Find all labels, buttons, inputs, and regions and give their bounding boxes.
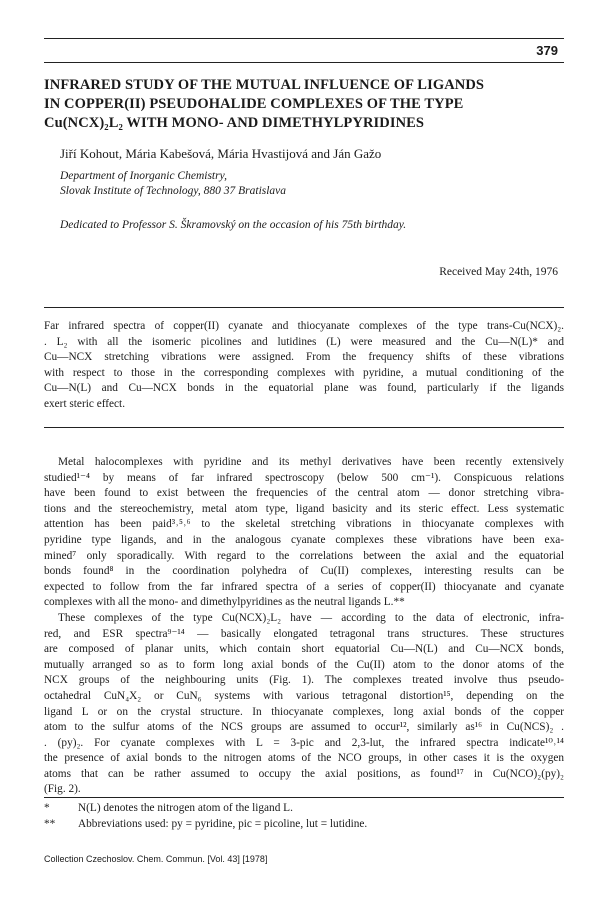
affiliation-line: Department of Inorganic Chemistry,: [60, 170, 227, 182]
abstract-bottom-rule: [44, 427, 564, 428]
body-line: atoms that can be rather assumed to occupy the axial positions, as found¹⁷ in Cu(NCO)₂(py)₂: [44, 767, 564, 780]
journal-footer: Collection Czechoslov. Chem. Commun. [Vol. 43] [1978]: [44, 854, 268, 864]
header-rule-lower: [44, 62, 564, 63]
title-line: IN COPPER(II) PSEUDOHALIDE COMPLEXES OF THE TYPE: [44, 96, 464, 112]
footnote-text: N(L) denotes the nitrogen atom of the ligand L.: [78, 802, 293, 814]
footnotes: [44, 800, 564, 832]
footnote-mark: **: [44, 818, 56, 830]
body-line: mined⁷ only sporadically. With regard to the correlations between the axial and the equatorial: [44, 549, 564, 562]
abstract: [44, 319, 564, 412]
header-rule: [44, 38, 564, 39]
body-line: mutually arranged so as to form long axial bonds of the Cu(II) atom to the donor atoms of the: [44, 658, 564, 671]
abstract-line: Cu—N(L) and Cu—NCX bonds in the equatorial plane was found, particularly if the ligands: [44, 382, 564, 394]
title-line: INFRARED STUDY OF THE MUTUAL INFLUENCE OF LIGANDS: [44, 77, 485, 93]
footnote-item: [44, 816, 564, 832]
body-line: octahedral CuN₄X₂ or CuN₆ systems with various tetragonal distortion¹⁵, depending on the: [44, 689, 564, 702]
body-line: complexes with all the mono- and dimethylpyridines as the neutral ligands L.**: [44, 596, 405, 609]
abstract-line: Cu—NCX stretching vibrations were assigned. From the frequency shifts of these vibrations: [44, 351, 564, 363]
footnote-rule: [44, 797, 564, 798]
body-line: tions and the stereochemistry, metal atom type, ligand basicity and its steric effect. Less systematic: [44, 502, 564, 515]
footnote-mark: *: [44, 802, 50, 814]
body-line: have been found to exist between the frequencies of the central atom — donor stretching vibra-: [44, 487, 564, 500]
page-number: 379: [536, 43, 558, 58]
body-line: Metal halocomplexes with pyridine and its methyl derivatives have been recently extensively: [58, 456, 564, 468]
footnote-text: Abbreviations used: py = pyridine, pic = picoline, lut = lutidine.: [78, 818, 368, 830]
dedication: Dedicated to Professor S. Škramovský on the occasion of his 75th birthday.: [60, 219, 407, 231]
body-line: (Fig. 2).: [44, 783, 81, 796]
body-line: studied¹⁻⁴ by means of far infrared spectroscopy (below 500 cm⁻¹). Conspicuous relations: [44, 471, 564, 484]
body-line: ligand L or on the crystal structure. In thiocyanate complexes, long axial bonds of the copper: [44, 705, 564, 718]
abstract-line: exert steric effect.: [44, 397, 126, 410]
body-line: . (py)₂. For cyanate complexes with L = 3-pic and 2,3-lut, the infrared spectra indicate¹⁰˒¹⁴: [44, 736, 564, 749]
abstract-line: . L₂ with all the isomeric picolines and lutidines (L) were measured and the Cu—N(L)* and: [44, 335, 564, 348]
body-line: pyridine type ligands, and in the analogous cyanate complexes these vibrations have been exa-: [44, 533, 564, 546]
abstract-line: with respect to those in the corresponding complexes with pyridine, a mutual conditioning of the: [44, 366, 564, 379]
title-line: Cu(NCX)₂L₂ WITH MONO- AND DIMETHYLPYRIDINES: [44, 115, 425, 131]
body-line: attention has been paid³˒⁵˒⁶ to the skeletal stretching vibrations in thiocyanate complexes with: [44, 518, 564, 531]
article-title: [44, 76, 564, 133]
body-line: These complexes of the type Cu(NCX)₂L₂ have — according to the data of electronic, infra-: [58, 611, 564, 624]
abstract-top-rule: [44, 307, 564, 308]
footnote-item: [44, 800, 564, 816]
affiliation-line: Slovak Institute of Technology, 880 37 Bratislava: [60, 185, 287, 197]
abstract-line: Far infrared spectra of copper(II) cyanate and thiocyanate complexes of the type trans-Cu(NCX)₂.: [44, 320, 564, 332]
body-line: atom to the sulfur atoms of the NCS groups are assumed to occur¹², similarly as¹⁶ in Cu(NCS)₂ .: [44, 721, 564, 734]
body-line: bonds found⁸ in the coordination polyhedra of Cu(II) complexes, interesting results can be: [44, 565, 564, 578]
body-line: are composed of planar units, which contain short equatorial Cu—N(L) and Cu—NCX bonds,: [44, 643, 564, 656]
body-line: expected to follow from the far infrared spectra of a series of copper(II) thiocyanate and cyanate: [44, 580, 564, 593]
body-text: [44, 455, 564, 798]
body-line: the presence of axial bonds to the nitrogen atoms of the NCO groups, in other cases it is the oxygen: [44, 752, 564, 765]
authors: Jiří Kohout, Mária Kabešová, Mária Hvastijová and Ján Gažo: [60, 146, 382, 161]
body-line: NCX groups of the neighbouring units (Fig. 1). The complexes treated involve thus pseudo-: [44, 674, 564, 687]
body-line: red, and ESR spectra⁹⁻¹⁴ — basically elongated tetragonal trans structures. These structures: [44, 627, 564, 640]
received-date: Received May 24th, 1976: [439, 266, 558, 278]
affiliation: [60, 169, 286, 199]
